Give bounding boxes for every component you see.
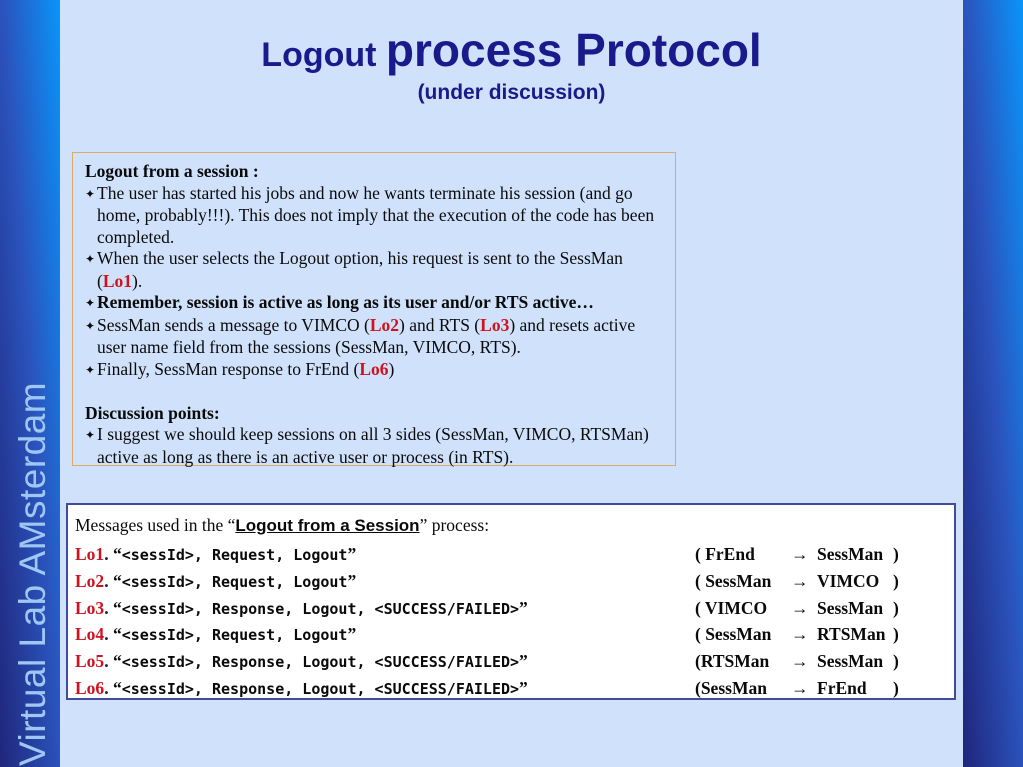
blank-line [85,381,665,403]
message-code: <sessId>, Response, Logout, <SUCCESS/FAILED> [121,653,520,672]
bullet-item [85,292,665,315]
text-segment: I suggest we should keep sessions on all 3 sides (SessMan, VIMCO, RTSMan) active as long as there is an active user or process (in RTS). [97,424,649,467]
text-segment: ) and resets active user name field from the sessions (SessMan, VIMCO, RTS). [97,314,636,357]
message-label-period: . [104,677,113,698]
bullet-star-icon: ✦ [85,186,96,201]
message-row [75,675,954,702]
notes-bullet-list [85,183,665,382]
message-label-period: . [104,597,113,618]
close-quote: ” [519,597,528,618]
notes-box [72,152,676,466]
bullet-star-icon: ✦ [85,318,96,333]
text-segment: ) and RTS ( [399,314,481,335]
route-close-paren: ) [893,597,899,618]
open-quote: “ [112,624,122,645]
message-row [75,541,954,568]
route-destination: FrEnd [817,677,867,698]
messages-heading-suffix: ” process: [419,515,490,535]
message-row [75,595,954,622]
message-label: Lo4 [75,624,105,645]
message-route [695,648,899,675]
message-label-period: . [104,544,113,564]
bullet-item [85,248,665,292]
open-quote: “ [112,651,122,672]
messages-heading-emphasis: Logout from a Session [235,516,420,535]
bullet-star-icon: ✦ [85,362,96,377]
text-segment: The user has started his jobs and now he wants terminate his session (and go home, probably!!!). This does not imply that the execution of the code has been completed. [97,182,655,247]
text-segment: Lo3 [480,314,510,335]
bullet-item [85,424,665,468]
arrow-right-icon: → [791,651,809,672]
bullet-item [85,359,665,382]
route-close-paren: ) [893,570,899,591]
message-row [75,648,954,675]
route-close-paren: ) [893,544,899,564]
message-route [695,541,899,568]
route-close-paren: ) [893,651,899,672]
messages-heading-prefix: Messages used in the “ [75,515,236,535]
message-label: Lo2 [75,570,105,591]
message-label-period: . [104,624,113,645]
open-quote: “ [112,597,122,618]
message-label: Lo3 [75,597,105,618]
arrow-right-icon: → [791,677,809,698]
text-segment: SessMan sends a message to VIMCO ( [97,314,370,335]
message-row-list [75,541,954,702]
message-code: <sessId>, Response, Logout, <SUCCESS/FAILED> [121,679,520,698]
message-code: <sessId>, Request, Logout [121,572,348,591]
route-close-paren: ) [893,624,899,645]
title-main: process Protocol [385,24,762,76]
message-row [75,621,954,648]
route-source: ( FrEnd [695,544,755,564]
close-quote: ” [347,570,357,591]
close-quote: ” [347,544,357,564]
discussion-heading: Discussion points: [85,402,220,423]
route-source: ( VIMCO [695,597,768,618]
open-quote: “ [112,544,122,564]
close-quote: ” [519,651,528,672]
slide-title [60,24,963,88]
arrow-right-icon: → [791,597,809,618]
messages-heading [75,513,954,538]
text-segment: ). [132,270,143,291]
route-destination: RTSMan [817,624,886,645]
discussion-bullet-list [85,424,665,468]
message-label: Lo5 [75,651,105,672]
right-gradient-band [963,0,1023,767]
slide-subtitle: (under discussion) [417,81,606,104]
text-segment: Finally, SessMan response to FrEnd ( [97,358,360,379]
text-segment: Remember, session is active as long as its user and/or RTS active… [97,292,594,312]
bullet-star-icon: ✦ [85,296,96,310]
close-quote: ” [519,677,528,698]
text-segment: When the user selects the Logout option, his request is sent to the SessMan ( [97,248,623,291]
arrow-right-icon: → [791,570,809,591]
message-label-period: . [104,651,113,672]
bullet-star-icon: ✦ [85,252,96,266]
bullet-item [85,315,665,359]
message-row [75,568,954,595]
arrow-right-icon: → [791,624,809,645]
title-prefix: Logout [261,36,386,74]
message-code: <sessId>, Response, Logout, <SUCCESS/FAILED> [121,599,520,618]
open-quote: “ [112,677,122,698]
route-destination: VIMCO [817,570,880,591]
message-label-period: . [104,570,113,591]
route-close-paren: ) [893,677,899,698]
message-route [695,621,899,648]
route-source: ( SessMan [695,624,772,645]
text-segment: Lo1 [102,270,133,291]
text-segment: Lo6 [359,358,389,379]
message-route [695,595,899,622]
text-segment: Lo2 [369,314,400,335]
route-destination: SessMan [817,544,884,564]
bullet-star-icon: ✦ [85,428,96,442]
message-label: Lo6 [75,677,105,698]
open-quote: “ [112,570,122,591]
route-source: (RTSMan [695,651,770,672]
route-destination: SessMan [817,597,884,618]
message-label: Lo1 [75,544,105,564]
message-code: <sessId>, Request, Logout [121,626,348,645]
close-quote: ” [347,624,357,645]
messages-box [66,503,956,700]
watermark-vertical-text: Virtual Lab AMsterdam [12,381,53,766]
text-segment: ) [388,358,395,379]
bullet-item [85,183,665,249]
route-source: ( SessMan [695,570,772,591]
arrow-right-icon: → [791,544,809,564]
route-destination: SessMan [817,651,884,672]
route-source: (SessMan [695,677,767,698]
message-route [695,568,899,595]
message-code: <sessId>, Request, Logout [121,546,348,564]
notes-heading: Logout from a session : [85,161,259,181]
message-route [695,675,899,702]
